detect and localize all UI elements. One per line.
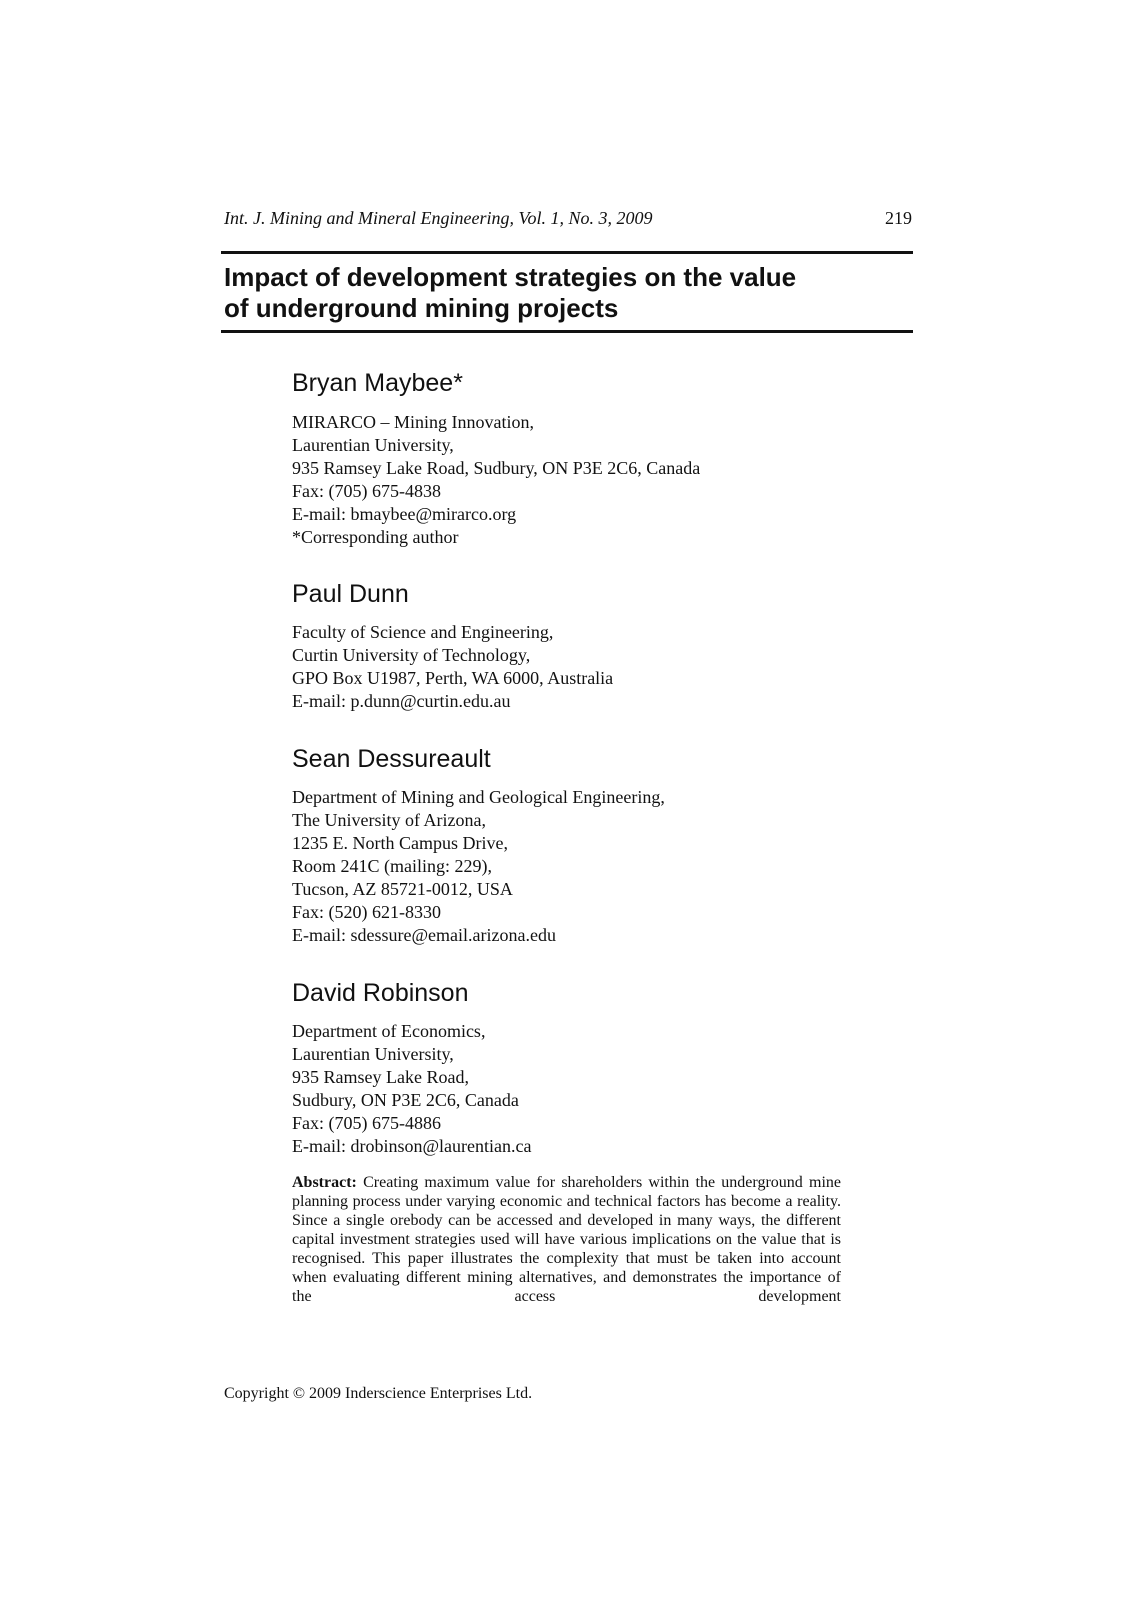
affiliation-line: 1235 E. North Campus Drive, (292, 833, 508, 853)
abstract (292, 1173, 841, 1306)
affiliation-line: 935 Ramsey Lake Road, (292, 1067, 469, 1087)
author-name: Bryan Maybee* (292, 369, 463, 397)
author-name: Paul Dunn (292, 580, 409, 608)
page-number: 219 (885, 208, 912, 228)
affiliation-line: Room 241C (mailing: 229), (292, 856, 492, 876)
title-bottom-rule (221, 330, 913, 333)
affiliation-line: Laurentian University, (292, 435, 454, 455)
paper-title-line: Impact of development strategies on the value (224, 262, 797, 292)
affiliation-line: Fax: (520) 621-8330 (292, 902, 441, 922)
paper-title (224, 262, 914, 324)
journal-citation: Int. J. Mining and Mineral Engineering, Vol. 1, No. 3, 2009 (224, 208, 653, 228)
author-name: David Robinson (292, 979, 469, 1007)
author-affiliation (292, 411, 700, 549)
affiliation-line: MIRARCO – Mining Innovation, (292, 412, 535, 432)
author-affiliation (292, 621, 613, 713)
author-name: Sean Dessureault (292, 745, 491, 773)
author-affiliation (292, 786, 665, 947)
author-email: E-mail: sdessure@email.arizona.edu (292, 925, 556, 945)
abstract-label: Abstract: (292, 1174, 357, 1191)
author-affiliation (292, 1020, 532, 1158)
affiliation-line: Department of Economics, (292, 1021, 486, 1041)
affiliation-line: Sudbury, ON P3E 2C6, Canada (292, 1090, 519, 1110)
title-top-rule (221, 251, 913, 254)
affiliation-line: Fax: (705) 675-4838 (292, 481, 441, 501)
affiliation-line: The University of Arizona, (292, 810, 486, 830)
affiliation-line: Laurentian University, (292, 1044, 454, 1064)
author-email: E-mail: p.dunn@curtin.edu.au (292, 691, 511, 711)
copyright-notice: Copyright © 2009 Inderscience Enterprises Ltd. (224, 1385, 533, 1402)
author-email: E-mail: drobinson@laurentian.ca (292, 1136, 532, 1156)
affiliation-line: Curtin University of Technology, (292, 645, 531, 665)
abstract-text: Creating maximum value for shareholders within the underground mine planning process under varying economic and technical factors has become a reality. Since a single orebody can be accessed and developed in many ways, the different capital investment strategies used will have various implications on the value that is recognised. This paper illustrates the complexity that must be taken into account when evaluating different mining alternatives, and demonstrates the importance of the access development (292, 1174, 841, 1305)
corresponding-author-note: *Corresponding author (292, 527, 459, 547)
affiliation-line: Faculty of Science and Engineering, (292, 622, 554, 642)
running-header (224, 204, 912, 232)
affiliation-line: GPO Box U1987, Perth, WA 6000, Australia (292, 668, 614, 688)
affiliation-line: Department of Mining and Geological Engineering, (292, 787, 665, 807)
affiliation-line: 935 Ramsey Lake Road, Sudbury, ON P3E 2C6, Canada (292, 458, 701, 478)
paper-title-line: of underground mining projects (224, 293, 619, 323)
author-email: E-mail: bmaybee@mirarco.org (292, 504, 517, 524)
affiliation-line: Tucson, AZ 85721-0012, USA (292, 879, 513, 899)
affiliation-line: Fax: (705) 675-4886 (292, 1113, 441, 1133)
